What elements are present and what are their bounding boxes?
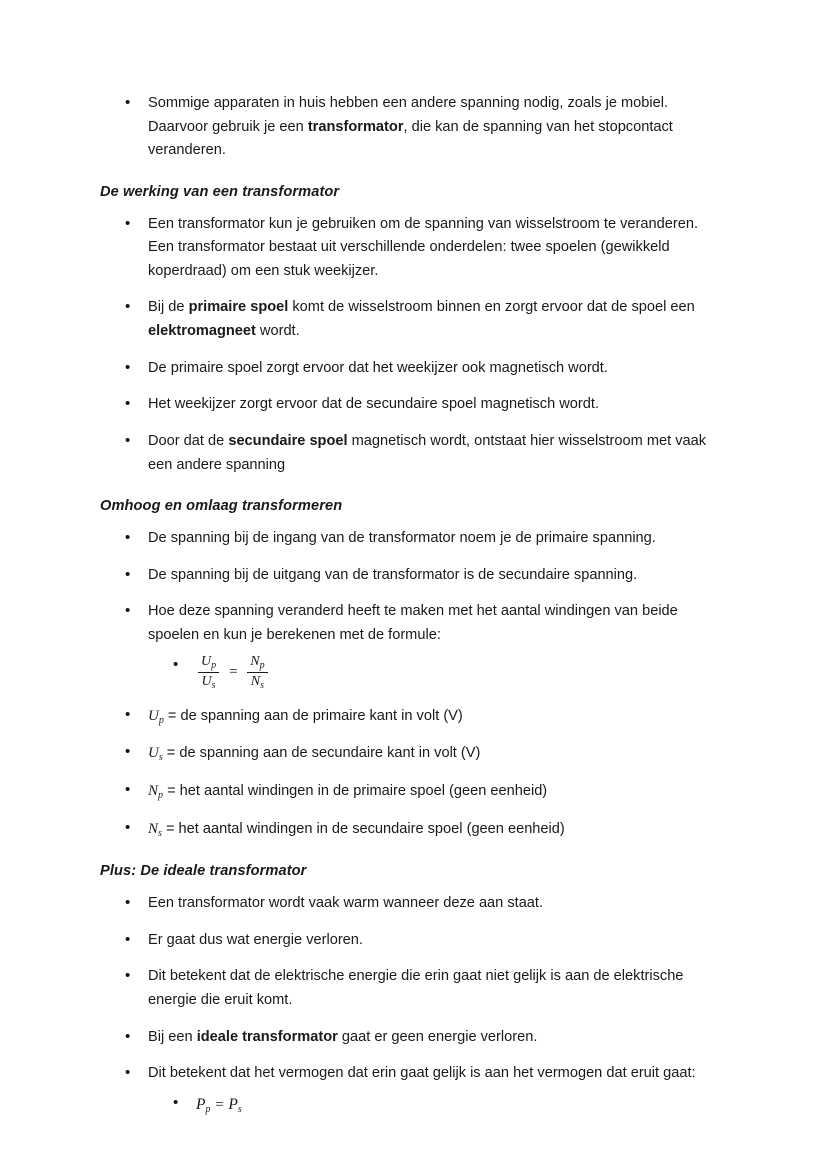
power-equality-formula: $P_p = P_s$	[196, 1095, 242, 1115]
bold-term: secundaire spoel	[228, 433, 348, 450]
list-item	[100, 892, 728, 916]
equals-sign: =	[214, 1096, 225, 1113]
bullet-list-variable-definitions	[100, 704, 728, 843]
list-item	[100, 741, 728, 766]
list-item-text: Bij de primaire spoel komt de wisselstroom binnen en zorgt ervoor dat de spoel een elektromagneet wordt.	[148, 299, 695, 340]
bullet-list-intro	[100, 92, 728, 163]
list-item	[100, 1026, 728, 1050]
list-item	[100, 564, 728, 588]
list-item	[100, 296, 728, 343]
list-item	[100, 704, 728, 729]
list-item-text: = het aantal windingen in de primaire spoel (geen eenheid)	[163, 783, 548, 800]
fraction-np-ns: $\frac{N_p}{N_s}$	[247, 654, 267, 691]
symbol-up: $U_p$	[148, 707, 164, 726]
bold-term: transformator	[307, 118, 404, 135]
document-body	[100, 92, 728, 1118]
list-item-text: Hoe deze spanning veranderd heeft te maken met het aantal windingen van beide spoelen en kun je berekenen met de formule:	[148, 603, 678, 643]
list-item-text: Dit betekent dat het vermogen dat erin gaat gelijk is aan het vermogen dat eruit gaat:	[148, 1065, 696, 1082]
list-item-text: = de spanning aan de primaire kant in volt (V)	[163, 707, 463, 724]
list-item-text: = het aantal windingen in de secundaire spoel (geen eenheid)	[161, 821, 565, 838]
list-item-text: Dit betekent dat de elektrische energie die erin gaat niet gelijk is aan de elektrische energie die eruit komt.	[148, 968, 684, 1008]
list-item-text: De spanning bij de uitgang van de transformator is de secundaire spanning.	[148, 566, 638, 583]
list-item	[100, 817, 728, 842]
transformer-ratio-formula	[196, 654, 728, 691]
bullet-list-ideale-transformator	[100, 892, 728, 1118]
list-item	[100, 527, 728, 551]
symbol-us: $U_s$	[148, 745, 163, 764]
bullet-list-omhoog-omlaag	[100, 527, 728, 691]
list-item-text: = de spanning aan de secundaire kant in volt (V)	[162, 745, 481, 762]
list-item-text: De spanning bij de ingang van de transformator noem je de primaire spanning.	[148, 529, 656, 546]
list-item-text: Door dat de secundaire spoel magnetisch wordt, ontstaat hier wisselstroom met vaak een andere spanning	[148, 433, 707, 473]
symbol-ns: $N_s$	[148, 821, 162, 840]
bold-term: elektromagneet	[148, 323, 256, 340]
list-item-text: Sommige apparaten in huis hebben een andere spanning nodig, zoals je mobiel. Daarvoor gebruik je een transformator, die kan de spanning van het stopcontact veranderen.	[148, 95, 673, 159]
list-item-text: De primaire spoel zorgt ervoor dat het weekijzer ook magnetisch wordt.	[148, 359, 608, 376]
bold-term: primaire spoel	[188, 299, 289, 316]
symbol-np: $N_p$	[148, 783, 164, 802]
power-formula-sub-list	[148, 1092, 728, 1118]
list-item	[100, 779, 728, 804]
equals-sign: =	[228, 663, 239, 680]
list-item-text: Een transformator wordt vaak warm wanneer deze aan staat.	[148, 895, 544, 912]
list-item-text: Bij een ideale transformator gaat er geen energie verloren.	[148, 1028, 538, 1045]
fraction-up-us: • $\frac{U_p}{U_s}$	[198, 654, 219, 691]
list-item	[100, 929, 728, 953]
list-item	[100, 965, 728, 1012]
list-item	[100, 213, 728, 284]
list-item	[100, 92, 728, 163]
list-item-formula	[148, 1092, 728, 1118]
list-item	[100, 357, 728, 381]
list-item-text: Er gaat dus wat energie verloren.	[148, 931, 363, 948]
section-heading-werking: De werking van een transformator	[100, 183, 340, 200]
list-item	[100, 1062, 728, 1118]
formula-sub-list	[148, 654, 728, 691]
list-item	[100, 430, 728, 477]
bullet-list-werking	[100, 213, 728, 478]
bold-term: ideale transformator	[196, 1028, 338, 1045]
list-item-formula	[148, 654, 728, 691]
list-item-text: Een transformator kun je gebruiken om de spanning van wisselstroom te veranderen. Een transformator bestaat uit verschillende onderdelen: twee spoelen (gewikkeld koperdraad) om een stuk weekijzer.	[148, 215, 698, 279]
section-heading-ideale-transformator: Plus: De ideale transformator	[100, 863, 307, 880]
list-item	[100, 600, 728, 690]
list-item	[100, 393, 728, 417]
list-item-text: Het weekijzer zorgt ervoor dat de secundaire spoel magnetisch wordt.	[148, 396, 600, 413]
section-heading-omhoog-omlaag: Omhoog en omlaag transformeren	[100, 498, 343, 515]
